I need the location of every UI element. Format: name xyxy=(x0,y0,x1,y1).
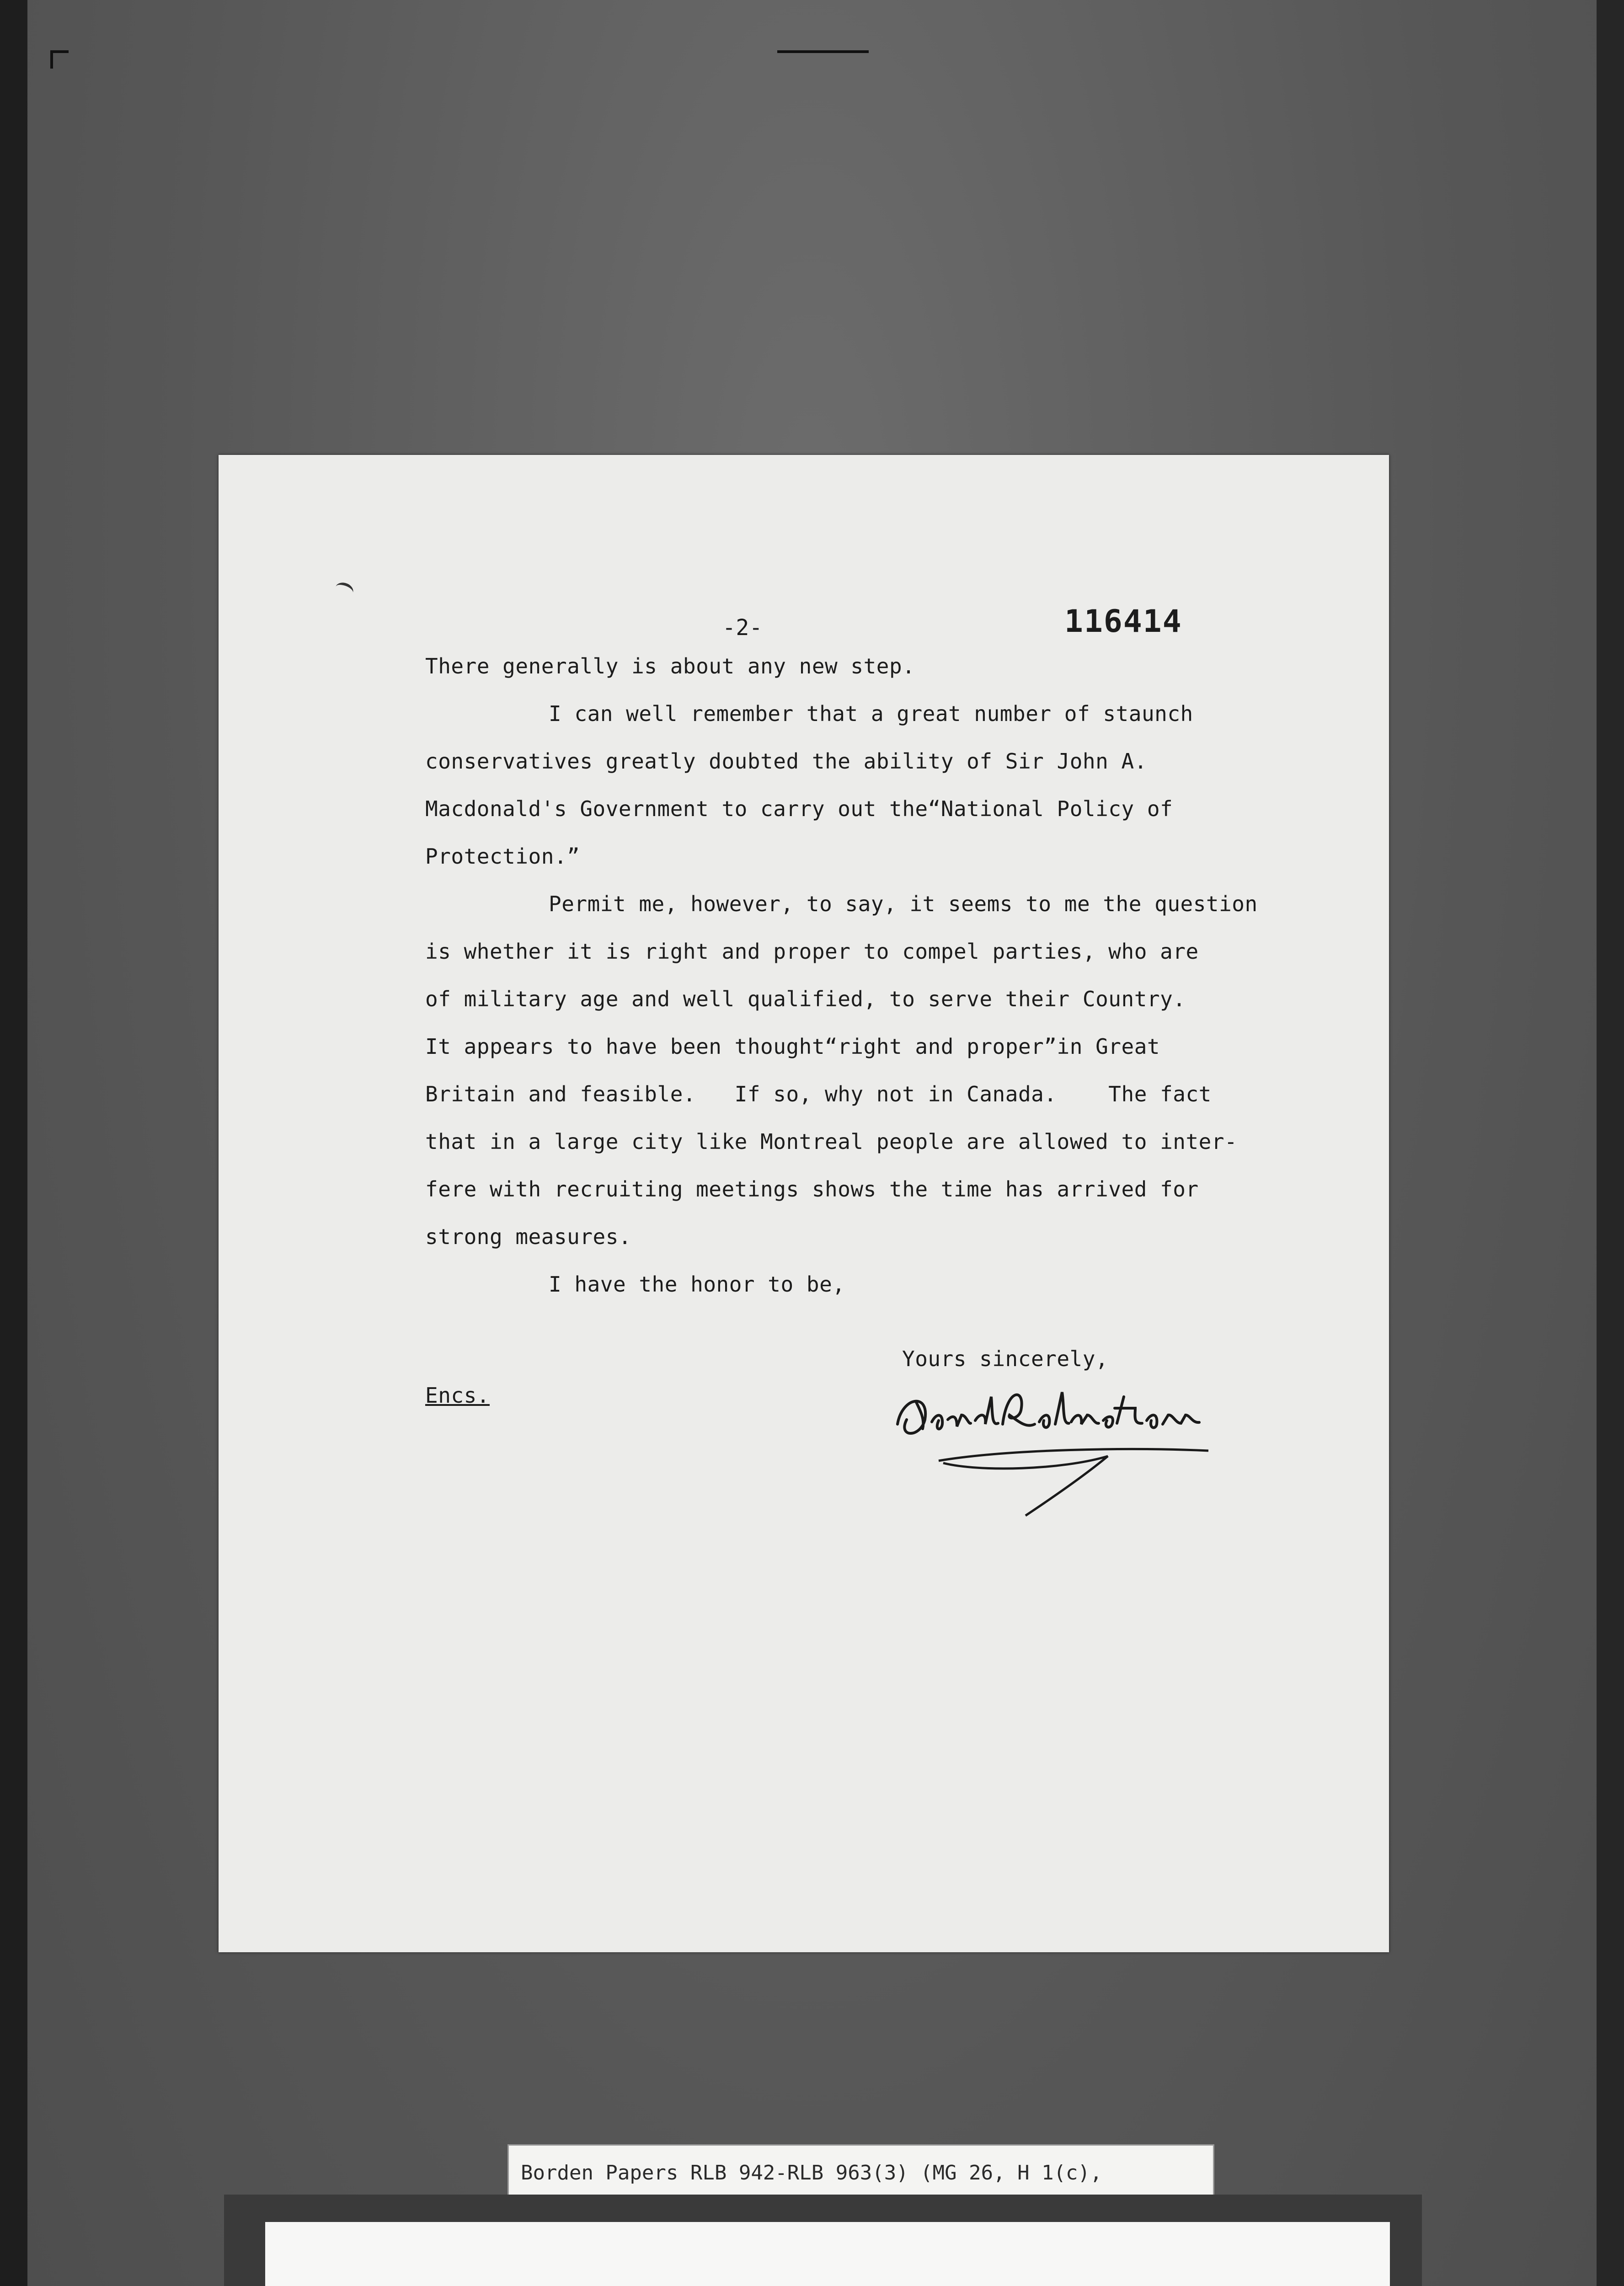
letter-line: strong measures. xyxy=(425,1224,632,1249)
document-number: 116414 xyxy=(1064,604,1182,640)
reference-line-1: Borden Papers RLB 942-RLB 963(3) (MG 26, H 1(c), xyxy=(521,2161,1102,2185)
film-edge-left xyxy=(0,0,27,2286)
letter-line: Protection.” xyxy=(425,844,580,869)
letter-page xyxy=(219,455,1389,1952)
page-number: -2- xyxy=(722,615,763,641)
letter-line: Macdonald's Government to carry out the“National Policy of xyxy=(425,796,1173,821)
enclosure-note: Encs. xyxy=(425,1383,490,1408)
signature xyxy=(888,1369,1291,1520)
letter-line: that in a large city like Montreal people are allowed to inter- xyxy=(425,1129,1238,1154)
letter-line: I can well remember that a great number of staunch xyxy=(549,701,1193,726)
corner-crop-mark xyxy=(50,50,69,69)
punch-hole-mark xyxy=(333,580,355,599)
letter-line: It appears to have been thought“right and proper”in Great xyxy=(425,1034,1160,1059)
closing: Yours sincerely, xyxy=(902,1346,1109,1371)
letter-line: conservatives greatly doubted the ability of Sir John A. xyxy=(425,749,1147,774)
letter-line: I have the honor to be, xyxy=(549,1272,845,1297)
letter-line: Britain and feasible. If so, why not in Canada. The fact xyxy=(425,1082,1212,1106)
letter-line: fere with recruiting meetings shows the time has arrived for xyxy=(425,1177,1199,1202)
letter-line: of military age and well qualified, to serve their Country. xyxy=(425,987,1186,1011)
top-crop-mark xyxy=(777,50,869,53)
film-edge-right xyxy=(1597,0,1624,2286)
letter-line: Permit me, however, to say, it seems to me the question xyxy=(549,892,1258,916)
letter-line: There generally is about any new step. xyxy=(425,654,915,678)
archives-stamp xyxy=(265,2222,1390,2286)
letter-line: is whether it is right and proper to compel parties, who are xyxy=(425,939,1199,964)
